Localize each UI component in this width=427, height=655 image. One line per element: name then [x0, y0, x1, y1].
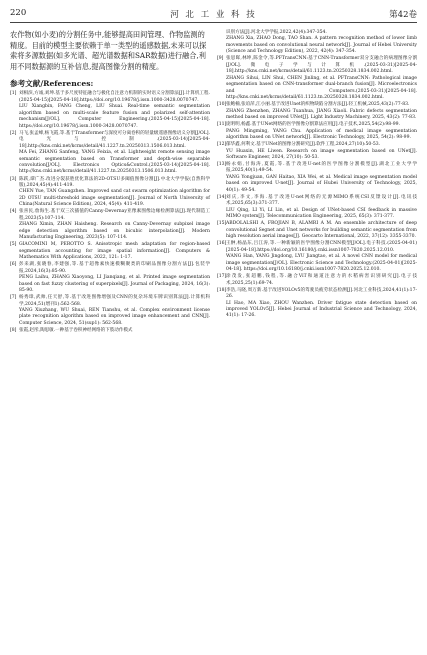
reference-chinese: 郁华鑫,何利文.基于UNet的图像分割研究[J].软件工程,2024,27(10):50-53.	[226, 142, 381, 148]
reference-chinese: 庞明明,杨鑫.基于UNet网络的医学图像分割算法应用[J].电子技术,2025,54(2):98-99.	[226, 122, 400, 128]
reference-english: ZHANG Ximin, ZHAN Haisheng. Research on Canny-Devernay subpixel image edge detection algorithm based on bicubic interpolation[J]. Modern Manufacturing Engineering, 2023(5): 107-114.	[19, 222, 210, 241]
reference-entry	[217, 142, 417, 161]
left-reference-list	[10, 91, 210, 334]
reference-entry	[217, 162, 417, 194]
reference-english: PANG Mingming, YANG Chu. Application of medical image segmentation algorithm based on UNet network[J]. Electronic Technology, 2025, 54(2): 98-99.	[226, 128, 417, 141]
reference-english: ZHANG Zhenzhen, ZHANG Tuanhua, JIANG Xiaoli. Fabric defects segmentation method based on improved UNet[J]. Light Industry Machinery, 2025, 43(2): 77-83.	[226, 108, 417, 121]
reference-chinese: 识别方法[J].河北大学学报,2022,42(4):347-354.	[226, 30, 327, 35]
reference-english: LIU Xiangbin, FANG Cheng, LIU Shuai. Real-time semantic segmentation algorithm based on multi-scale feature fusion and polarized self-attention mechanism[J/OL]. Computer Engineering.(2025-04-15)[2025-04-18]. https://doi.org/10.19678/j.issn.1000-3428.0070747.	[19, 104, 210, 129]
reference-entry	[217, 56, 417, 101]
reference-english: YU Huaxin, HE Liwen. Research on image segmentation based on UNet[J]. Software Engineer, 2024, 27(10): 50-53.	[226, 148, 417, 160]
reference-entry	[217, 195, 417, 221]
reference-number: [11]	[217, 122, 227, 128]
reference-chinese: 刘庆,李文,李海.基于改进U-net网络的无源MIMO系统CSI反馈设计[J].电讯技术,2025,65(3):371-377.	[226, 194, 417, 207]
reference-english: WANG Han, YANG Jingdong, LYU Jiangtao, et al. A novel CNN model for medical image segmentation[J/OL]. Electronic Science and Technology.(2025-04-01)[2025-04-18]. https://doi.org/10.16180/j.cnki.issn1007-7820.2025.12.010.	[226, 254, 417, 273]
reference-chinese: 刘相滨,方诚,刘坤.基于多尺度特征融合与极化自注意力机制的实时语义分割算法[J].计算机工程.(2025-04-15)[2025-04-18].https://doi.org/10.19678/j.issn.1000-3428.0070747.	[19, 91, 210, 103]
right-column	[217, 30, 417, 320]
reference-number: [10]	[217, 102, 227, 108]
reference-entry	[10, 295, 210, 327]
reference-entry	[10, 262, 210, 294]
reference-english: ZHANG Sihui, LIN Shui, CHEN Jinling, et al. PFTransCNN: Pathological image segmentation based on CNN-transformer dual-branch fusion[J]. Microelectronics and Computers.(2025-03-31)[2025-04-18]. http://kns.cnki.net/kcms/detail/61.1123.tn.20250328.1834.002.html.	[226, 75, 417, 101]
reference-number: [3]	[10, 176, 17, 182]
reference-entry	[10, 177, 210, 209]
reference-chinese: 马飞,张孟峰,杨飞霞,等.基于Transformer与深度可分离卷积的轻量级遥感图像语义分割[J/OL].电光与控制.(2025-03-14)[2025-04-18].http://kns.cnki.net/kcms/detail/41.1227.tn.20250313.1506.013.html.	[19, 130, 210, 149]
running-header	[10, 8, 417, 22]
reference-number: [18]	[217, 287, 227, 293]
reference-chinese: 陈跃,谭广杰.改进分裂获胜优化算法的2D-OTSU多阈值图像分割[J].中北大学学报(自然科学版),2024,45(4):411-419.	[19, 176, 210, 188]
reference-number: [8]	[10, 327, 17, 333]
reference-number: [15]	[217, 221, 227, 227]
reference-number: [16]	[217, 241, 227, 247]
reference-chinese: 王翀,杨晶东,吕江涛,等.一种新颖的医学图像分割CNN模型[J/OL].电子科技.(2025-04-01)[2025-04-18].https://doi.org/10.16180/j.cnki.issn1007-7820.2025.12.010.	[226, 241, 417, 253]
reference-number: [17]	[217, 274, 227, 280]
reference-number: [9]	[217, 56, 224, 62]
reference-number: [2]	[10, 130, 17, 136]
reference-chinese: 张喜民,詹海生.基于双三次插值的Canny-Devernay亚像素图像边缘检测算法[J].现代制造工程,2023(5):107-114.	[19, 209, 210, 221]
reference-entry	[217, 274, 417, 287]
reference-chinese: 彭来湖,张晓春,李建强,等.基于超像素快速模糊聚类的印刷品图像分割方法[J].包装学报,2024,16(3):85-90.	[19, 262, 210, 274]
reference-chinese: 张思晖,林坤,陈金令,等.PFTransCNN:基于CNN-Transformer双分支融合的病理图像分割[J/OL].微电子学与计算机.(2025-03-31)[2025-04-18].http://kns.cnki.net/kcms/detail/61.1123.tn.20250328.1834.002.html.	[226, 56, 417, 75]
reference-entry	[217, 30, 417, 56]
reference-entry	[10, 209, 210, 241]
right-reference-list	[217, 30, 417, 320]
reference-number: [1]	[10, 91, 17, 97]
reference-english: PENG Laihu, ZHANG Xiaoyong, LI Jianqiang, et al. Printed image segmentation based on fast fuzzy clustering of superpixels[J]. Journal of Packaging, 2024, 16(3): 85-90.	[19, 275, 210, 294]
reference-entry	[10, 131, 210, 176]
reference-number: [13]	[217, 162, 227, 168]
reference-entry	[10, 242, 210, 261]
reference-entry	[217, 288, 417, 320]
reference-english: CHEN Yue, TAN Guangzhen. Improved sand cat swarm optimization algorithm for 2D OTSU multi-threshold image segmentation[J]. Journal of North University of China(Natural Science Edition), 2024, 45(4): 411-419.	[19, 189, 210, 208]
reference-chinese: 张霞,赵彤,陶思敏.一种基于卷积神经网络的下肢动作模式	[19, 327, 133, 333]
page-number: 220	[10, 8, 27, 18]
reference-number: [5]	[10, 242, 17, 248]
references-heading: 参考文献/References:	[10, 79, 94, 88]
reference-chinese: 李浩,马晓,周万新.基于改进YOLOv5的驾驶员疲劳状态检测[J].河北工业科技,2024,41(1):17-26.	[226, 287, 417, 300]
reference-number: [12]	[217, 142, 227, 148]
reference-english: ABDOLALSHI A, FROJIAN B, ALAMRI A M. An ensemble architecture of deep convolutional Segnet and Unet networks for building semantic segmentation from high resolution aerial images[J]. Geocarto International, 2022, 37(12): 3355-3370.	[226, 221, 417, 240]
reference-entry	[10, 328, 210, 334]
conclusion-paragraph: 农作物(如小麦)的分割任务中,能够提高田间管理、作物监测的精度。目前的模型主要依赖于单一类型的遥感数据,未来可以探索将多源数据(如多光谱、超光谱数据和SAR数据)进行融合,利用不同数据源的互补信息,提高图像分割的精度。	[10, 30, 207, 71]
reference-chinese: 涂茂发,张超鹏,钱程,等.融合ViT和通道注意力的水稻病害识别研究[J].电子技术,2025,25(1):69-74.	[226, 274, 417, 286]
header-rule	[10, 22, 417, 23]
reference-english: LIU Qing, LI Yi, LI Lin, et al. Design of UNet-based CSI feedback in massive MIMO system[J]. Telecommunication Engineering, 2025, 65(3): 371-377.	[226, 207, 417, 220]
reference-english: LI Hao, MA Xiao, ZHOU Wanzhen. Driver fatigue state detection based on improved YOLOv5[J]. Hebei Journal of Industrial Science and Technology, 2024, 41(1): 17-26.	[226, 300, 417, 319]
reference-english: YANG Yongjuan, GAN Haitao, XIA Wei, et al. Medical image segmentation model based on improved U-net[J]. Journal of Hubei University of Technology, 2025, 40(1): 49-54.	[226, 174, 417, 193]
reference-chinese: 杨秀璋,武帅,任天舒,等.基于改进图像增强及CNN的复杂环境车牌识别算法[J].计算机科学,2024,51(增刊1):562-568.	[19, 295, 210, 307]
reference-english: YANG Xiuzhang, WU Shuai, REN Tianshu, et al. Complex environment license plate recognition algorithm based on improved image enhancement and CNN[J]. Computer Science, 2024, 51(sup1): 562-568.	[19, 307, 210, 326]
reference-entry	[217, 221, 417, 240]
reference-english: GIACOMINI M, PEROTTO S. Anisotropic mesh adaptation for region-based segmentation accounting for image spatial information[J]. Computers & Mathematics With Applications, 2022, 121: 1-17.	[19, 242, 210, 261]
volume-label: 第42卷	[389, 10, 417, 20]
left-column	[10, 30, 210, 335]
reference-entry	[217, 102, 417, 121]
reference-entry	[217, 241, 417, 273]
reference-chinese: 杨永娟,甘海涛,夏霞,等.基于改进U-net的医学图像分割模型[J].湖北工业大学学报,2025,40(1):49-54.	[226, 162, 417, 174]
reference-number: [7]	[10, 295, 17, 301]
reference-english: MA Fei, ZHANG Sanfeng, YANG Feixia, et al. Lightweight remote sensing image semantic segmentation based on Transformer and depth-wise separable convolution[J/OL]. Electronics Optics&Control.(2025-03-14)[2025-04-18]. http://kns.cnki.net/kcms/detail/41.1227.tn.20250313.1506.013.html.	[19, 150, 210, 175]
reference-entry	[10, 91, 210, 130]
reference-english: ZHANG Xia, ZHAO Dong, TAO Shan. A pattern recognition method of lower limb movements based on convolutional neural network[J]. Journal of Hebei University (Science and Technology Edition), 2022, 42(4): 347-354.	[226, 36, 417, 55]
reference-number: [6]	[10, 262, 17, 268]
journal-title: 河 北 工 业 科 技	[170, 10, 257, 20]
reference-entry	[217, 122, 417, 141]
reference-number: [4]	[10, 209, 17, 215]
reference-number: [14]	[217, 194, 227, 200]
reference-chinese: 张鲍楠,张谊萍,江小丽.基于改进Unet的织物缺陷分割方法[J].轻工机械,2025,43(2):77-83.	[226, 102, 410, 108]
